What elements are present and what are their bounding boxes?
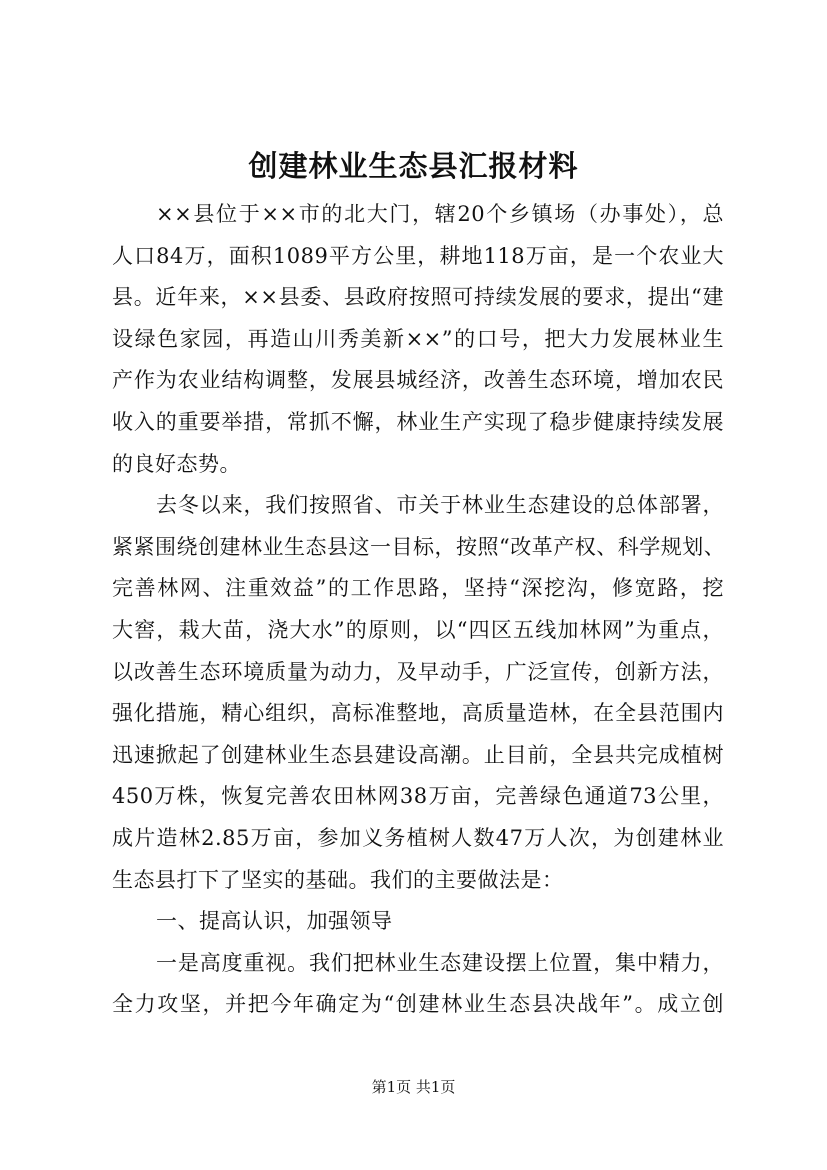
text-line: ××县位于××市的北大门，辖20个乡镇场（办事处），总 [156, 202, 724, 226]
text-line: 生态县打下了坚实的基础。我们的主要做法是： [112, 867, 564, 892]
text-line: 的良好态势。 [112, 451, 241, 476]
text-line: 人口84万，面积1089平方公里，耕地118万亩，是一个农业大 [112, 243, 724, 268]
text-line: 大窖，栽大苗，浇大水”的原则，以“四区五线加林网”为重点， [112, 617, 724, 642]
text-line: 迅速掀起了创建林业生态县建设高潮。止目前，全县共完成植树 [112, 742, 724, 767]
text-line: 收入的重要举措，常抓不懈，林业生产实现了稳步健康持续发展 [112, 409, 724, 434]
text-line: 设绿色家园，再造山川秀美新××”的口号，把大力发展林业生 [112, 326, 724, 351]
document-body [112, 194, 724, 1026]
text-line: 450万株，恢复完善农田林网38万亩，完善绿色通道73公里， [112, 784, 724, 809]
text-line: 紧紧围绕创建林业生态县这一目标，按照“改革产权、科学规划、 [112, 534, 726, 559]
text-line: 完善林网、注重效益”的工作思路，坚持“深挖沟，修宽路，挖 [112, 576, 724, 601]
document-title: 创建林业生态县汇报材料 [248, 149, 579, 183]
text-line: 以改善生态环境质量为动力，及早动手，广泛宣传，创新方法， [112, 659, 724, 684]
text-line: 县。近年来，××县委、县政府按照可持续发展的要求，提出“建 [112, 285, 724, 310]
text-line: 一是高度重视。我们把林业生态建设摆上位置，集中精力， [156, 950, 724, 975]
text-line: 去冬以来，我们按照省、市关于林业生态建设的总体部署， [156, 493, 724, 518]
section-heading: 一、提高认识，加强领导 [156, 909, 393, 934]
text-line: 强化措施，精心组织，高标准整地，高质量造林，在全县范围内 [112, 701, 724, 726]
text-line: 全力攻坚，并把今年确定为“创建林业生态县决战年”。成立创 [112, 992, 724, 1017]
text-line: 成片造林2.85万亩，参加义务植树人数47万人次，为创建林业 [112, 825, 724, 850]
text-line: 产作为农业结构调整，发展县城经济，改善生态环境，增加农民 [112, 368, 724, 393]
page-footer: 第1页 共1页 [371, 1078, 456, 1096]
